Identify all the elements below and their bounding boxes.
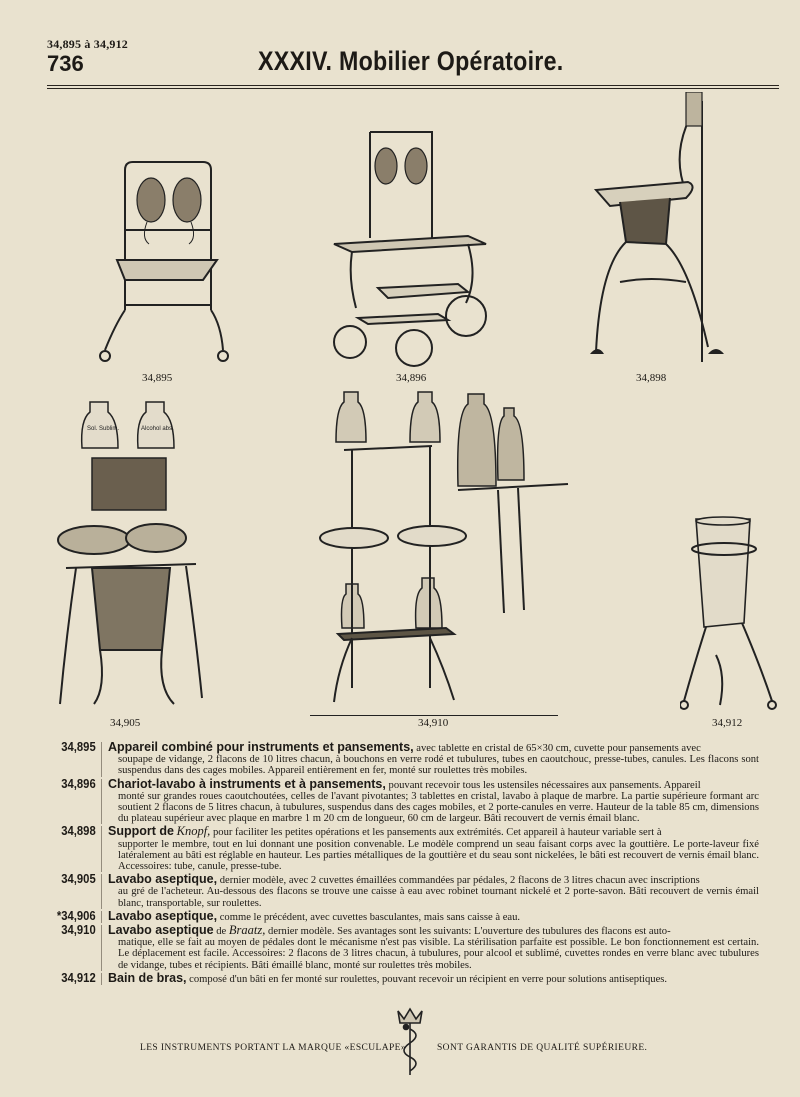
item-name: Appareil combiné pour instruments et pansements, [108,740,414,754]
item-description-first-line: pour faciliter les petites opérations et les pansements aux extrémités. Cet appareil à hauteur variable sert à [212,827,662,839]
item-number: 34,898 [53,826,103,872]
item-name-plain: de [216,926,227,938]
footer-right-text: SONT GARANTIS DE QUALITÉ SUPÉRIEURE. [437,1043,648,1053]
item-description: supporter le membre, tout en lui donnant une position convenable. Le modèle comprend un seau faisant corps avec la gouttière. Le porte-laveur fixé latéralement au bâti est réglable en hauteur. Les parties métalliques de la gouttière et du seau sont nickelées, le bâti est recouvert de vernis émail blanc. Accessoires: tube, canule, presse-tube. [118,838,759,873]
figure-caption: 34,896 [396,372,427,384]
item-description: au gré de l'acheteur. Au-dessous des flacons se trouve une caisse à eau avec robinet tournant nickelé et 2 porte-savon. Bâti recouvert de vernis émail blanc, transportable, sur roulettes. [118,886,759,909]
item-number: 34,895 [53,742,103,777]
caption-rule [310,715,558,716]
item-number: 34,910 [53,925,103,971]
caduceus-icon [392,1005,428,1077]
instrument-stand-illustration [95,160,230,370]
item-name-italic: Knopf, [176,824,211,839]
braatz-washstand-illustration [318,388,578,713]
item-range: 34,895 à 34,912 [47,37,128,51]
item-number: *34,906 [53,911,103,923]
knopf-support-illustration [590,92,740,367]
figure-caption: 34,895 [142,372,173,384]
page-number: 736 [47,51,84,76]
item-description-first-line: avec tablette en cristal de 65×30 cm, cuvette pour pansements avec [416,743,701,754]
item-description: monté sur grandes roues caoutchoutées, celles de l'avant pivotantes; 3 tablettes en cristal, lavabo à plaque de marbre. La partie supérieure formant arc soutient 2 flacons de 5 litres chacun, à tubulures, suspendus dans des cages mobiles, et 2 porte-canules en verre. Hauteur de la table 85 cm, dimensions du plateau supérieur avec plaque en marbre 1 m 20 cm de longueur, 60 cm de largeur. Bâti recouvert de vernis émail blanc. [118,790,759,825]
jar-label: Sol. Sublim. [87,426,120,432]
item-name: Lavabo aseptique, [108,872,218,887]
footer-left-text: LES INSTRUMENTS PORTANT LA MARQUE «ESCULAPE» [140,1043,407,1053]
catalog-entry [47,925,759,971]
aseptic-washstand-illustration [46,398,216,718]
item-name-italic: Braatz, [228,923,266,938]
item-name: Support de [108,824,174,839]
jar-label: Alcohol abs. [141,426,174,432]
item-description: soupape de vidange, 2 flacons de 10 litres chacun, à bouchons en verre rodé et tubulures, tubes en caoutchouc, presse-tubes, canules. Les flacons sont suspendus dans des cages mobiles. Appareil entièrement en fer, monté sur roulettes très mobiles. [118,754,759,777]
catalog-entry [47,826,759,872]
figure-caption: 34,898 [636,372,667,384]
esculape-emblem [392,1005,428,1082]
item-number: 34,905 [53,874,103,909]
figure-34912 [680,515,780,715]
figure-caption: 34,912 [712,717,743,729]
item-description-first-line: pouvant recevoir tous les ustensiles nécessaires aux pansements. Appareil [388,779,701,791]
item-description-first-line: dernier modèle, avec 2 cuvettes émaillées commandées par pédales, 2 flacons de 3 litres chacun avec inscriptions [219,875,700,887]
figure-34898 [590,92,740,367]
catalog-entry [47,776,759,825]
item-description-first-line: comme le précédent, avec cuvettes basculantes, mais sans caisse à eau. [219,911,521,923]
catalog-entry [47,908,759,923]
instrument-trolley-illustration [328,128,493,373]
figure-34895 [95,160,230,370]
item-description: matique, elle se fait au moyen de pédales dont le mécanisme n'est pas visible. La stérilisation parfaite est possible. Le bon fonctionnement est certain. Le déplacement est facile. Accessoires: 2 flacons de 3 litres chacun, à tubulures, pour alcool et sublimé, cuvettes rondes en verre blanc avec tubulures de vidange, tubes et récipients. Bâti émaillé blanc, monté sur roulettes très mobiles. [118,937,759,971]
item-name: Bain de bras, [108,970,187,985]
item-number: 34,896 [53,779,103,825]
header-rule-second [47,88,779,89]
arm-bath-illustration [680,515,780,715]
item-name: Lavabo aseptique [108,923,214,938]
header-rule [47,85,779,86]
figure-caption: 34,905 [110,717,141,729]
catalog-entry [47,970,759,985]
catalog-entry [47,874,759,909]
figure-caption: 34,910 [418,717,449,729]
page-title: XXXIV. Mobilier Opératoire. [258,46,564,76]
figure-34896 [328,128,493,373]
item-description-first-line: composé d'un bâti en fer monté sur roulettes, pouvant recevoir un récipient en verre pour solutions antiseptiques. [189,973,668,985]
catalog-entry [47,742,759,777]
figure-34905 [46,398,216,718]
figure-34910 [318,388,578,713]
item-descriptions [47,742,759,987]
item-name: Lavabo aseptique, [108,908,218,923]
item-number: 34,912 [53,973,103,985]
item-name: Chariot-lavabo à instruments et à pansements, [108,776,386,791]
item-description-first-line: dernier modèle. Ses avantages sont les suivants: L'ouverture des tubulures des flacons est auto- [268,926,671,938]
